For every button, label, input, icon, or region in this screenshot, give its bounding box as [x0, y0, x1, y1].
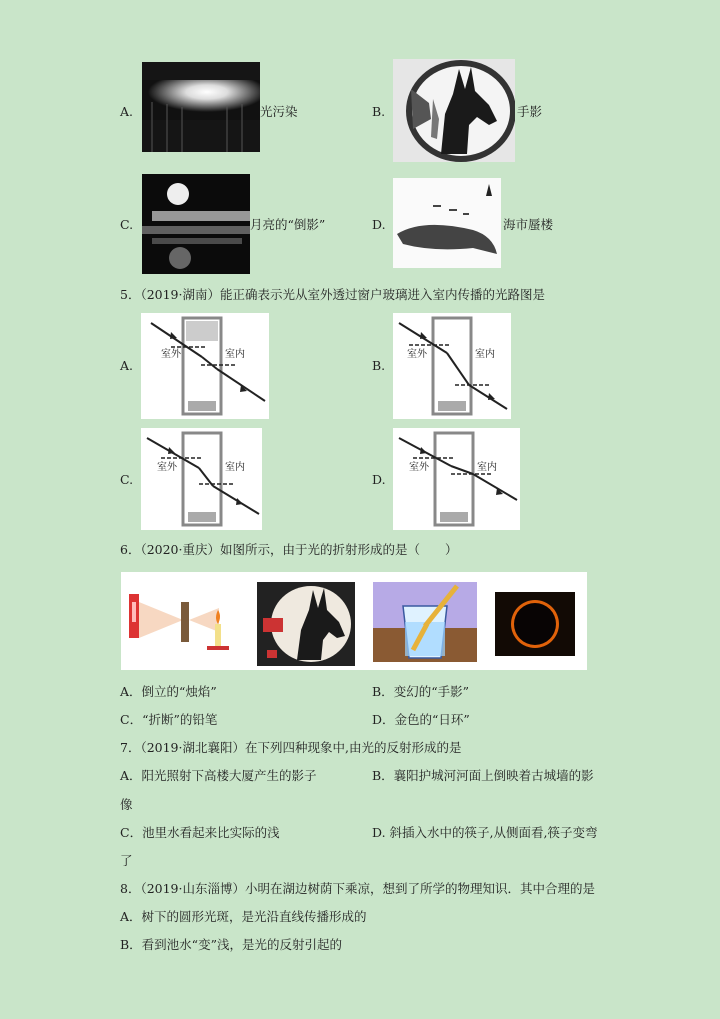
q5-option-b-letter: B. — [372, 358, 386, 373]
q6-option-c-letter: C． — [120, 712, 143, 727]
q5-c-inside-label: 室内 — [225, 462, 245, 473]
q5-a-inside-label: 室内 — [225, 349, 245, 360]
q7-option-d-line2: 了 — [120, 853, 133, 868]
q5-option-d-letter: D. — [372, 472, 386, 487]
q5-diagram-c — [141, 428, 262, 530]
q8-stem: 8．（2019·山东淄博）小明在湖边树荫下乘凉，想到了所学的物理知识．其中合理的是 — [120, 881, 595, 896]
q7-option-d-line1: D. 斜插入水中的筷子,从侧面看,筷子变弯 — [372, 825, 598, 840]
q7-option-c: C．池里水看起来比实际的浅 — [120, 825, 280, 840]
q4-option-c-letter: C. — [120, 217, 134, 232]
q6-option-d-text: 金色的“日环” — [394, 712, 470, 727]
q7-option-b-line2: 像 — [120, 797, 133, 812]
hand-shadow-image — [393, 59, 515, 162]
q6-option-b-text: 变幻的“手影” — [393, 684, 469, 699]
q5-b-inside-label: 室内 — [475, 349, 495, 360]
q5-option-a-letter: A. — [120, 358, 134, 373]
q6-option-a — [120, 684, 217, 700]
moon-reflection-image — [142, 174, 250, 274]
q6-figure-strip — [121, 572, 587, 670]
q4-option-a-letter: A. — [120, 104, 134, 119]
q4-option-c-caption: 月亮的“倒影” — [250, 217, 326, 232]
bent-pencil-figure — [373, 582, 477, 662]
q5-option-c-letter: C. — [120, 472, 134, 487]
q5-a-outside-label: 室外 — [161, 349, 181, 360]
q7-stem: 7．（2019·湖北襄阳）在下列四种现象中,由光的反射形成的是 — [120, 740, 462, 755]
q6-option-a-text: 倒立的“烛焰” — [141, 684, 217, 699]
q6-option-d-letter: D． — [372, 712, 395, 727]
q5-c-outside-label: 室外 — [157, 462, 177, 473]
q5-stem: 5．（2019·湖南）能正确表示光从室外透过窗户玻璃进入室内传播的光路图是 — [120, 287, 545, 302]
q6-option-b-letter: B． — [372, 684, 394, 699]
q6-option-c — [120, 712, 217, 728]
q6-option-c-text: “折断”的铅笔 — [142, 712, 218, 727]
q5-b-outside-label: 室外 — [407, 349, 427, 360]
q5-d-inside-label: 室内 — [477, 462, 497, 473]
light-pollution-image — [142, 62, 260, 152]
q8-option-b: B．看到池水“变”浅，是光的反射引起的 — [120, 937, 342, 952]
q4-option-d-caption: 海市蜃楼 — [503, 217, 554, 232]
q4-option-d-letter: D. — [372, 217, 386, 232]
q4-option-a-caption: 光污染 — [260, 104, 298, 119]
q5-diagram-d — [393, 428, 520, 530]
q6-option-a-letter: A． — [120, 684, 142, 699]
q7-option-b-line1: B．襄阳护城河河面上倒映着古城墙的影 — [372, 768, 594, 783]
q8-option-a: A．树下的圆形光斑，是光沿直线传播形成的 — [120, 909, 367, 924]
q5-diagram-b — [393, 313, 511, 419]
q4-option-b-caption: 手影 — [517, 104, 543, 119]
q6-option-d — [372, 712, 470, 728]
q4-option-b-letter: B. — [372, 104, 386, 119]
q5-d-outside-label: 室外 — [409, 462, 429, 473]
mirage-image — [393, 178, 501, 268]
hand-shadow-figure — [257, 582, 355, 666]
solar-eclipse-figure — [495, 592, 575, 656]
q5-diagram-a — [141, 313, 269, 419]
q7-option-a: A．阳光照射下高楼大厦产生的影子 — [120, 768, 317, 783]
q6-option-b — [372, 684, 469, 700]
q6-stem: 6．（2020·重庆）如图所示，由于光的折射形成的是（ ） — [120, 542, 458, 557]
